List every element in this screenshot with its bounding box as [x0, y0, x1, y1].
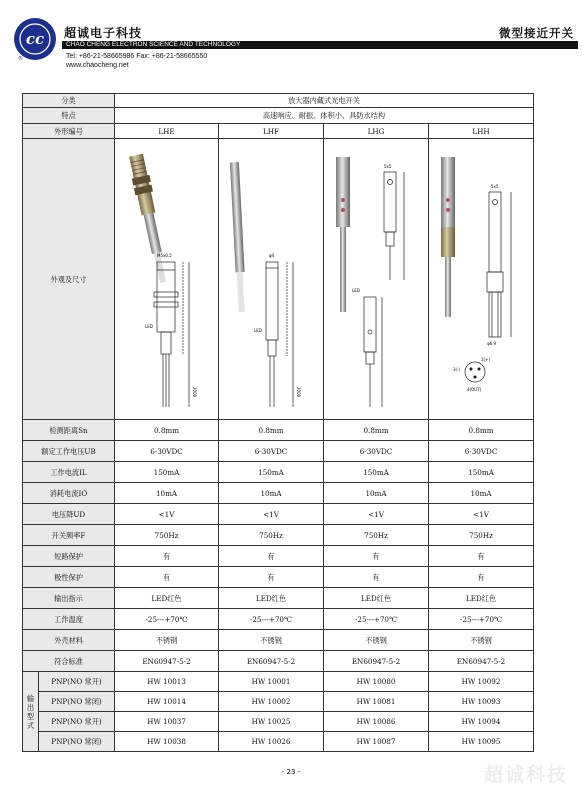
drawing-lhf: [219, 139, 324, 420]
cell: 0.8mm: [429, 420, 534, 441]
cell: 750Hz: [324, 525, 429, 546]
svg-text:cc: cc: [25, 30, 45, 48]
drawing-lhh: [429, 139, 534, 420]
cell: 0.8mm: [115, 420, 219, 441]
tel-fax: Tel: +86-21-58665986 Fax: +86-21-58665550: [66, 53, 208, 60]
lhh-diam-label: φ6.9: [487, 340, 497, 346]
company-name-cn: 超诚电子科技: [64, 26, 143, 40]
cell: 有: [429, 567, 534, 588]
website: www.chaocheng.net: [66, 62, 129, 69]
table-row: [23, 712, 534, 732]
cell: 150mA: [324, 462, 429, 483]
cell: LED红色: [324, 588, 429, 609]
cell: 不锈钢: [324, 630, 429, 651]
spec-table: [22, 93, 534, 752]
cell: -25---+70℃: [324, 609, 429, 630]
model-lhh: LHH: [429, 124, 534, 139]
appearance-label: 外观及尺寸: [23, 139, 115, 420]
table-row: [23, 483, 534, 504]
row-label: 检测距离Sn: [23, 420, 115, 441]
contact-info: [66, 52, 207, 70]
table-row: [23, 462, 534, 483]
lhe-led-label: LED: [144, 323, 153, 329]
cell: -25---+70℃: [219, 609, 324, 630]
cell: HW 10087: [324, 732, 429, 752]
cell: HW 10093: [429, 692, 534, 712]
cell: <1V: [219, 504, 324, 525]
cell: 0.8mm: [219, 420, 324, 441]
model-lhg: LHG: [324, 124, 429, 139]
cell: EN60947-5-2: [429, 651, 534, 672]
model-lhf: LHF: [219, 124, 324, 139]
lhf-product-illustration: [221, 142, 321, 417]
category-value: 放大器内藏式光电开关: [115, 94, 534, 108]
table-row: [23, 651, 534, 672]
lhe-thread-label: M5x0.5: [156, 252, 172, 258]
row-label: 符合标准: [23, 651, 115, 672]
cell: LED红色: [219, 588, 324, 609]
cell: 6-30VDC: [219, 441, 324, 462]
cell: HW 10095: [429, 732, 534, 752]
row-label: 消耗电流IO: [23, 483, 115, 504]
cell: 不锈钢: [115, 630, 219, 651]
cell: 150mA: [219, 462, 324, 483]
cell: <1V: [429, 504, 534, 525]
lhh-pin3-label: 3(-): [453, 366, 461, 372]
lhg-product-illustration: [326, 142, 426, 417]
model-lhe: LHE: [115, 124, 219, 139]
page-number: - 23 -: [281, 768, 301, 776]
cell: <1V: [324, 504, 429, 525]
cell: 有: [219, 546, 324, 567]
cell: HW 10013: [115, 672, 219, 692]
row-label: 额定工作电压UB: [23, 441, 115, 462]
cell: 750Hz: [115, 525, 219, 546]
company-name-en: CHAO CHENG ELECTRON SCIENCE AND TECHNOLOGY: [66, 41, 241, 48]
cell: HW 10094: [429, 712, 534, 732]
row-label: 输出指示: [23, 588, 115, 609]
cell: 不锈钢: [219, 630, 324, 651]
row-label: PNP(NO 常开): [39, 712, 115, 732]
cell: 6-30VDC: [115, 441, 219, 462]
row-label: 工作温度: [23, 609, 115, 630]
cell: HW 10037: [115, 712, 219, 732]
drawing-lhe: [115, 139, 219, 420]
cell: 750Hz: [219, 525, 324, 546]
cell: 有: [115, 546, 219, 567]
model-label: 外形编号: [23, 124, 115, 139]
row-label: 短路保护: [23, 546, 115, 567]
table-row: [23, 692, 534, 712]
row-label: 电压降UD: [23, 504, 115, 525]
table-row: [23, 420, 534, 441]
cell: HW 10026: [219, 732, 324, 752]
cell: HW 10086: [324, 712, 429, 732]
table-row: [23, 546, 534, 567]
row-label: 极性保护: [23, 567, 115, 588]
cell: EN60947-5-2: [219, 651, 324, 672]
row-label: 工作电流IL: [23, 462, 115, 483]
row-label: PNP(NO 常闭): [39, 692, 115, 712]
cell: LED红色: [115, 588, 219, 609]
lhe-cable-label: 2000: [191, 386, 197, 397]
table-row: [23, 525, 534, 546]
lhg-size-label: 5x5: [384, 163, 392, 169]
lhg-led-label: LED: [352, 287, 360, 293]
lhf-diam-label: φ4: [269, 252, 275, 258]
lhh-pin1-label: 1(+): [481, 356, 491, 362]
cell: HW 10092: [429, 672, 534, 692]
cell: 有: [324, 567, 429, 588]
lhf-cable-label: 2000: [296, 386, 302, 397]
watermark: 超诚科技: [483, 764, 568, 786]
drawing-lhg: [324, 139, 429, 420]
lhh-product-illustration: [431, 142, 531, 417]
cell: LED红色: [429, 588, 534, 609]
cell: 6-30VDC: [324, 441, 429, 462]
row-label: PNP(NO 常开): [39, 672, 115, 692]
row-label: 开关频率F: [23, 525, 115, 546]
cell: HW 10001: [219, 672, 324, 692]
row-label: PNP(NO 常闭): [39, 732, 115, 752]
cell: -25---+70℃: [429, 609, 534, 630]
cell: 6-30VDC: [429, 441, 534, 462]
cell: EN60947-5-2: [324, 651, 429, 672]
cell: 0.8mm: [324, 420, 429, 441]
lhe-product-illustration: [117, 142, 217, 417]
lhh-size-label: 5x5: [491, 183, 499, 189]
cell: <1V: [115, 504, 219, 525]
features-label: 特点: [23, 108, 115, 124]
cell: 有: [219, 567, 324, 588]
lhf-led-label: LED: [254, 327, 262, 333]
row-label: 外壳材料: [23, 630, 115, 651]
table-row: [23, 504, 534, 525]
cell: 有: [324, 546, 429, 567]
output-type-text: 输出型式: [26, 693, 35, 730]
table-row: [23, 609, 534, 630]
output-type-label: [23, 672, 39, 752]
table-row: [23, 441, 534, 462]
features-value: 高速响应、耐振、体积小、具防水结构: [115, 108, 534, 124]
lhh-pin4-label: 4(OUT): [467, 386, 482, 392]
document-title: 微型接近开关: [499, 26, 574, 40]
cell: 150mA: [115, 462, 219, 483]
cell: HW 10081: [324, 692, 429, 712]
cell: 有: [115, 567, 219, 588]
company-logo: [12, 16, 58, 62]
table-row: [23, 588, 534, 609]
cell: -25---+70℃: [115, 609, 219, 630]
table-row: [23, 672, 534, 692]
cell: HW 10025: [219, 712, 324, 732]
cell: 不锈钢: [429, 630, 534, 651]
cell: 10mA: [429, 483, 534, 504]
cell: HW 10038: [115, 732, 219, 752]
table-row: [23, 732, 534, 752]
cell: 10mA: [219, 483, 324, 504]
cell: HW 10002: [219, 692, 324, 712]
cell: HW 10014: [115, 692, 219, 712]
svg-text:®: ®: [18, 56, 23, 62]
cell: 150mA: [429, 462, 534, 483]
table-row: [23, 630, 534, 651]
cell: 10mA: [324, 483, 429, 504]
cell: 10mA: [115, 483, 219, 504]
cell: EN60947-5-2: [115, 651, 219, 672]
cell: HW 10080: [324, 672, 429, 692]
cell: 有: [429, 546, 534, 567]
category-label: 分类: [23, 94, 115, 108]
cell: 750Hz: [429, 525, 534, 546]
table-row: [23, 567, 534, 588]
